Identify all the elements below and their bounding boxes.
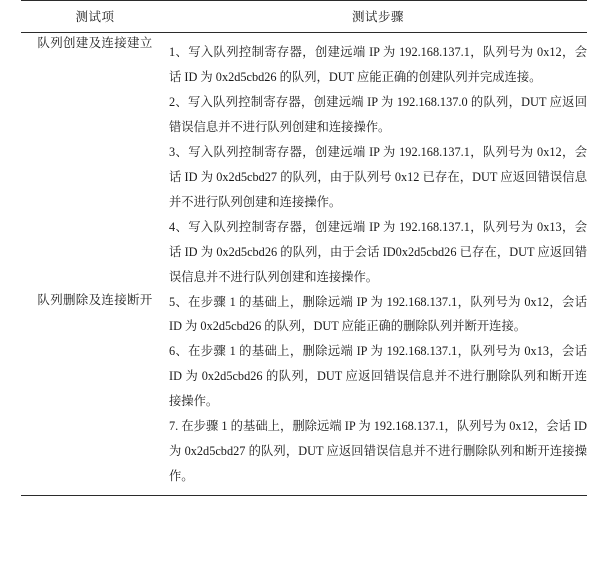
rule-cell-left	[21, 496, 169, 499]
step-text: 2、写入队列控制寄存器，创建远端 IP 为 192.168.137.0 的队列，DUT 应返回错误信息并不进行队列创建和连接操作。	[169, 94, 587, 134]
table-bottom-rule	[21, 496, 587, 499]
step-text: 6、在步骤 1 的基础上，删除远端 IP 为 192.168.137.1，队列号为 0x13，会话 ID 为 0x2d5cbd26 的队列，DUT 应返回错误信息并不进行删除队列和断开连接操作。	[169, 344, 587, 409]
table-row	[21, 33, 587, 290]
step-text: 4、写入队列控制寄存器，创建远端 IP 为 192.168.137.1，队列号为 0x13，会话 ID 为 0x2d5cbd26 的队列，由于会话 ID0x2d5cbd26 已存在，DUT 应返回错误信息并不进行队列创建和连接操作。	[169, 219, 587, 284]
test-case-table	[21, 0, 587, 498]
rule-cell-right	[169, 496, 587, 499]
table-header-row	[21, 1, 587, 33]
header-cell-steps: 测试步骤	[169, 1, 587, 33]
row-steps-cell	[169, 33, 587, 290]
step-text: 3、写入队列控制寄存器，创建远端 IP 为 192.168.137.1，队列号为 0x12，会话 ID 为 0x2d5cbd27 的队列，由于队列号 0x12 已存在，DUT 应返回错误信息并不进行队列创建和连接操作。	[169, 144, 587, 209]
step-text: 5、在步骤 1 的基础上，删除远端 IP 为 192.168.137.1，队列号为 0x12，会话 ID 为 0x2d5cbd26 的队列，DUT 应能正确的删除队列并断开连接。	[169, 294, 587, 334]
step-text: 1、写入队列控制寄存器，创建远端 IP 为 192.168.137.1，队列号为 0x12，会话 ID 为 0x2d5cbd26 的队列，DUT 应能正确的创建队列并完成连接。	[169, 45, 587, 84]
row-item-label: 队列删除及连接断开	[37, 292, 153, 307]
spacer	[169, 489, 587, 495]
step-text: 7. 在步骤 1 的基础上，删除远端 IP 为 192.168.137.1，队列号为 0x12，会话 ID 为 0x2d5cbd27 的队列，DUT 应返回错误信息并不进行删除队列和断开连接操作。	[169, 419, 587, 484]
spacer	[169, 33, 587, 40]
row-item-label: 队列创建及连接建立	[37, 36, 153, 50]
table-row	[21, 290, 587, 496]
header-cell-item: 测试项	[21, 1, 169, 33]
row-steps-cell	[169, 290, 587, 496]
